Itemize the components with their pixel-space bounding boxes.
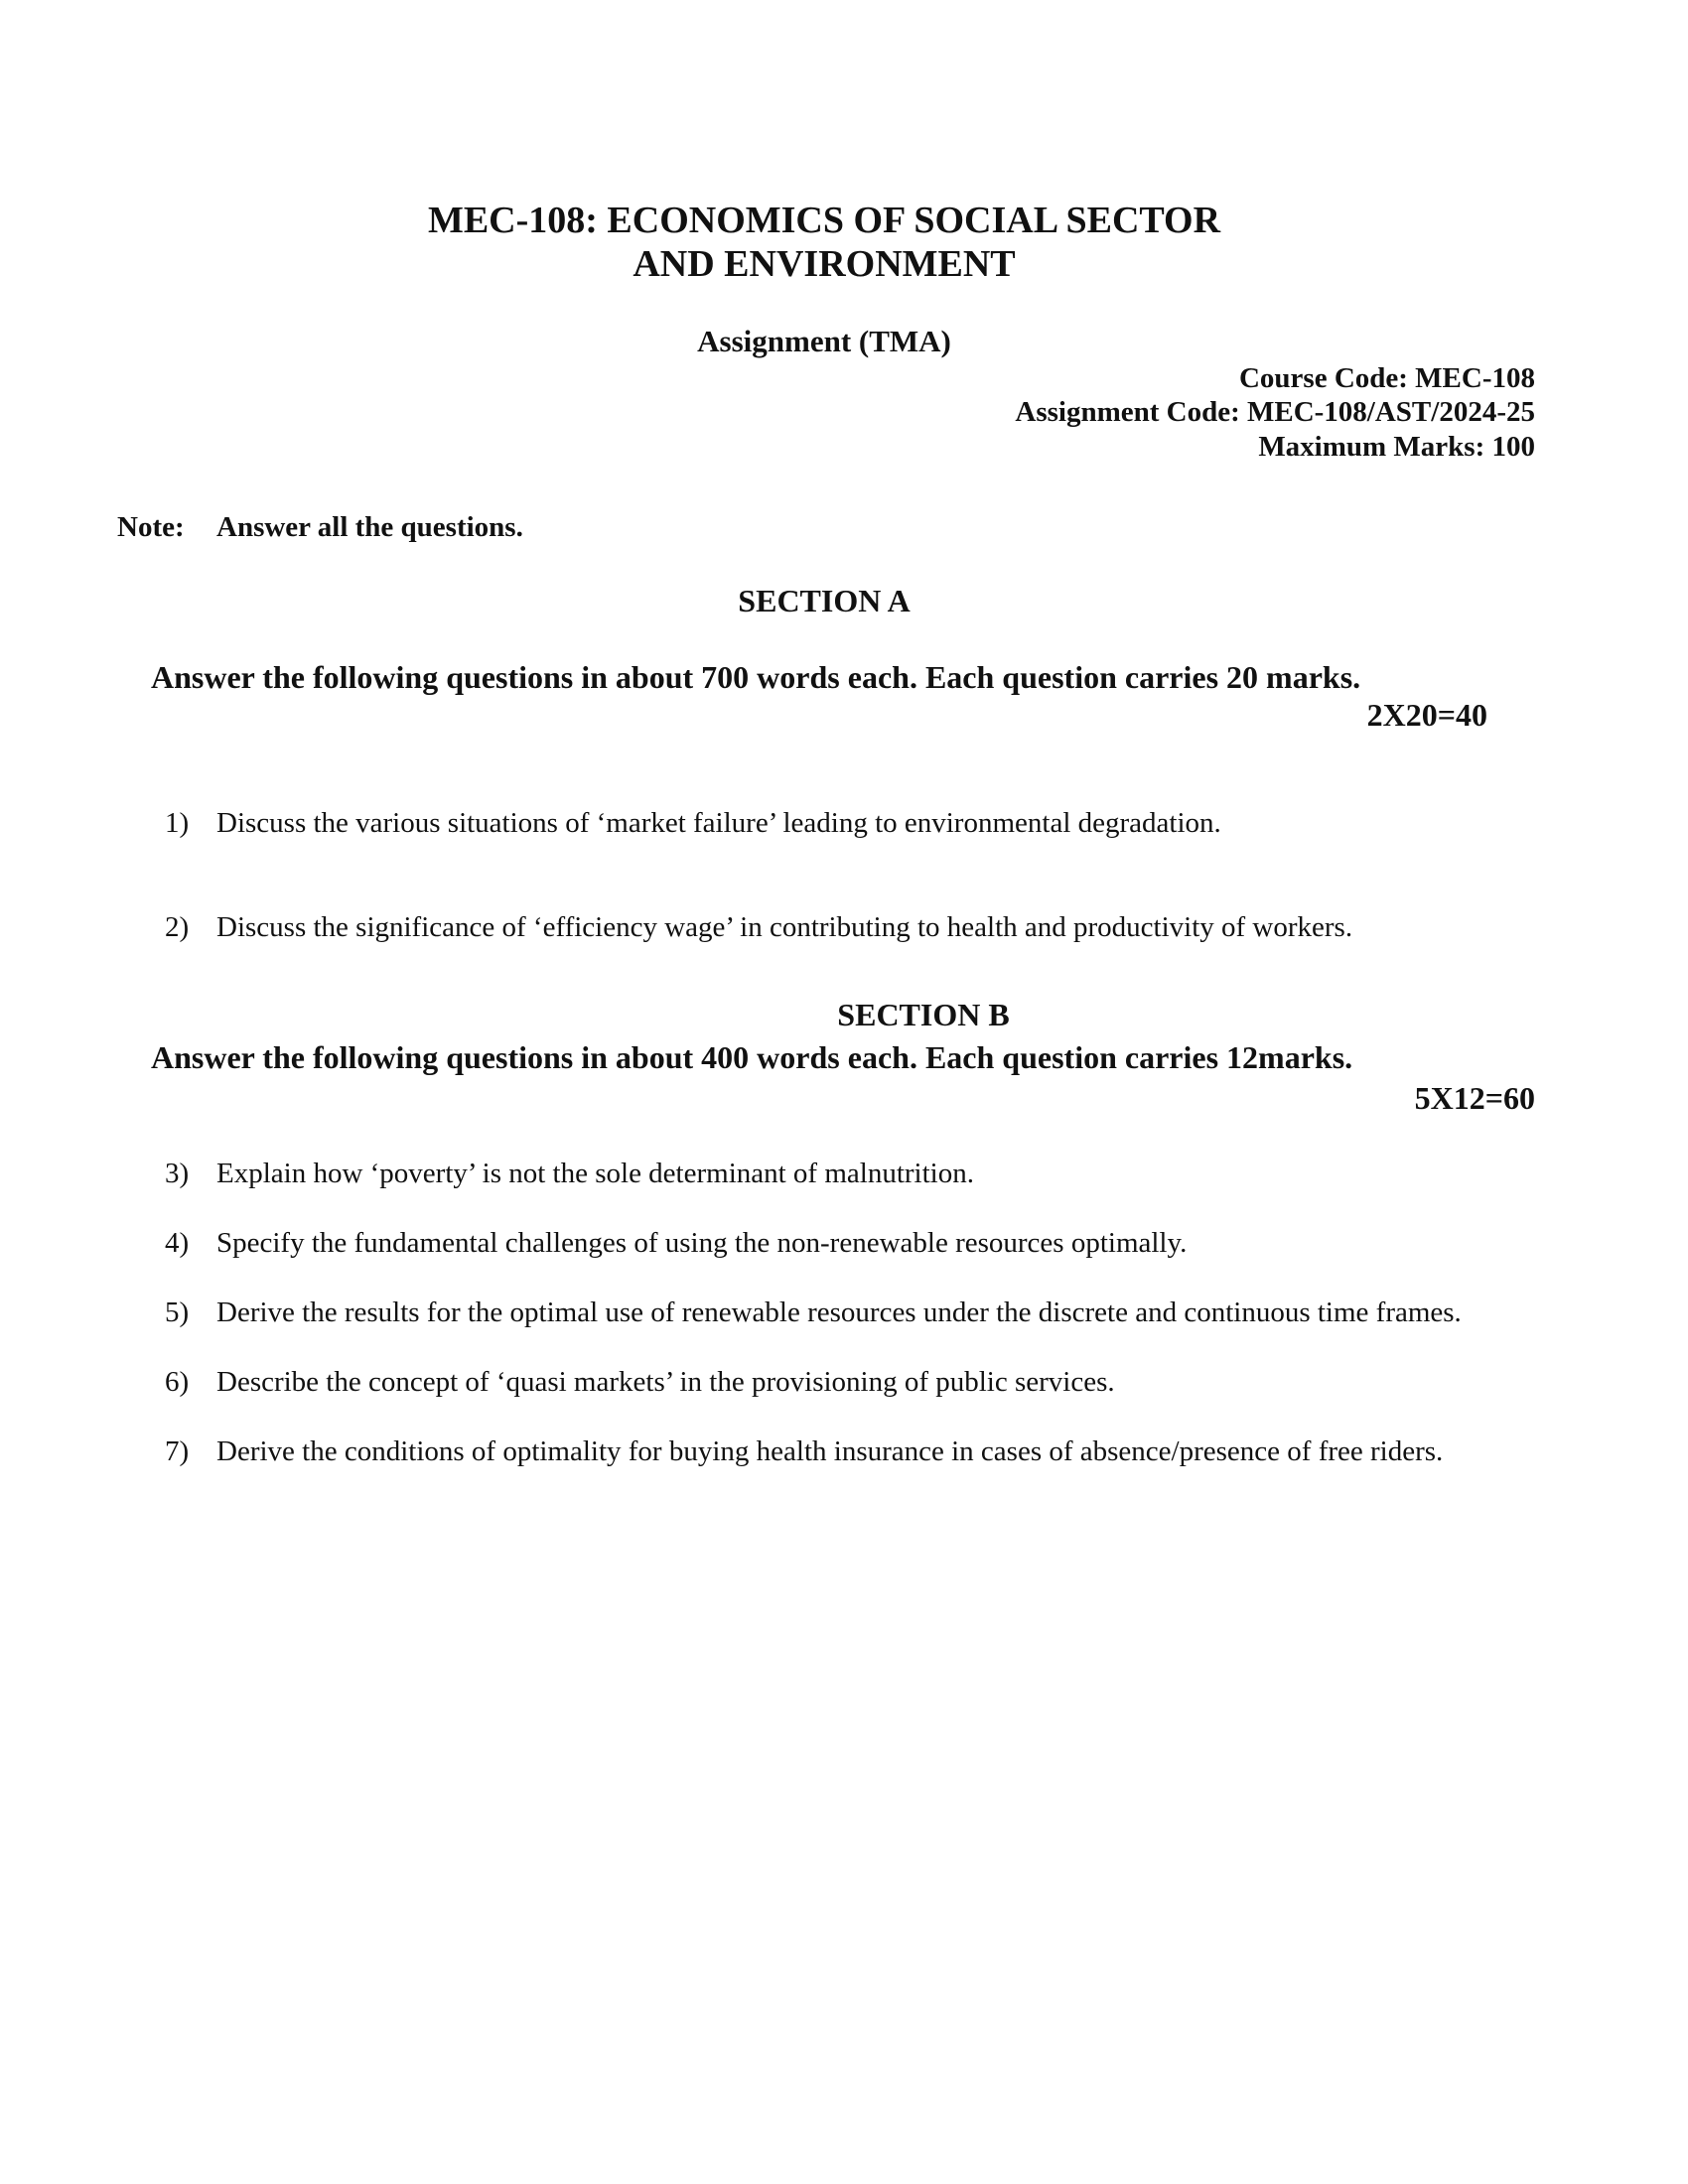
course-code: Course Code: MEC-108: [1238, 362, 1535, 394]
question-text: Describe the concept of ‘quasi markets’ in the provisioning of public services.: [216, 1366, 1115, 1398]
section-b-heading: SECTION B: [837, 997, 1010, 1032]
section-a-instruction: Answer the following questions in about 700 words each. Each question carries 20 marks.: [151, 659, 1361, 695]
question-text: Discuss the various situations of ‘market failure’ leading to environmental degradation.: [216, 807, 1221, 839]
maximum-marks: Maximum Marks: 100: [1258, 431, 1535, 463]
question-text: Discuss the significance of ‘efficiency wage’ in contributing to health and productivity of workers.: [216, 911, 1353, 943]
question-text: Derive the results for the optimal use of renewable resources under the discrete and continuous time frames.: [216, 1297, 1462, 1328]
title-line-2: AND ENVIRONMENT: [633, 243, 1016, 285]
question-number: 1): [165, 807, 190, 839]
question-text: Specify the fundamental challenges of using the non-renewable resources optimally.: [216, 1227, 1188, 1259]
question-text: Derive the conditions of optimality for buying health insurance in cases of absence/presence of free riders.: [216, 1435, 1444, 1467]
assignment-code: Assignment Code: MEC-108/AST/2024-25: [1015, 396, 1535, 428]
question-number: 7): [165, 1435, 190, 1467]
title-line-1: MEC-108: ECONOMICS OF SOCIAL SECTOR: [427, 200, 1221, 241]
question-number: 6): [165, 1366, 190, 1398]
question-number: 3): [165, 1158, 190, 1189]
section-b-instruction: Answer the following questions in about 400 words each. Each question carries 12marks.: [151, 1039, 1353, 1075]
assignment-subtitle: Assignment (TMA): [697, 324, 951, 358]
note-text: Answer all the questions.: [216, 511, 523, 543]
question-number: 4): [165, 1227, 190, 1259]
note-label: Note:: [117, 511, 185, 543]
question-text: Explain how ‘poverty’ is not the sole determinant of malnutrition.: [216, 1158, 974, 1189]
question-number: 2): [165, 911, 190, 943]
question-number: 5): [165, 1297, 190, 1328]
section-b-marks: 5X12=60: [1414, 1080, 1535, 1116]
section-a-heading: SECTION A: [738, 583, 911, 618]
section-a-marks: 2X20=40: [1366, 697, 1487, 733]
